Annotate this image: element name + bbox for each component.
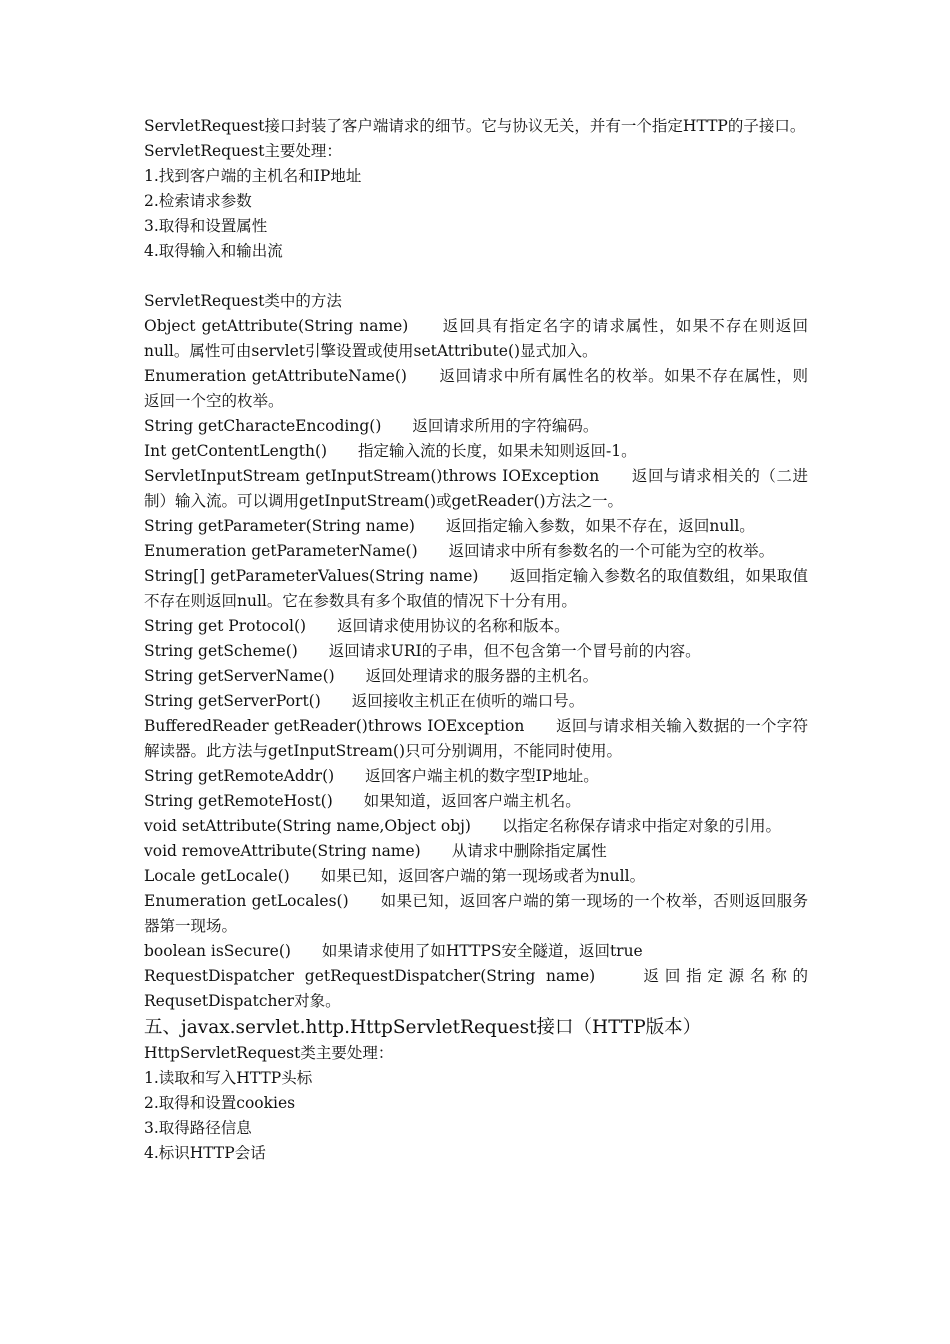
method-description: Enumeration getAttributeName() 返回请求中所有属性名的枚举。如果不存在属性，则返回一个空的枚举。 <box>144 367 808 410</box>
method-description: RequestDispatcher getRequestDispatcher(String name) 返回指定源名称的RequsetDispatcher对象。 <box>144 967 808 1010</box>
method-description: String getRemoteAddr() 返回客户端主机的数字型IP地址。 <box>144 767 599 785</box>
method-description: Enumeration getLocales() 如果已知，返回客户端的第一现场的一个枚举，否则返回服务器第一现场。 <box>144 892 808 935</box>
list-item: 3.取得路径信息 <box>144 1119 252 1137</box>
list-item: 2.取得和设置cookies <box>144 1094 296 1112</box>
list-item: 1.找到客户端的主机名和IP地址 <box>144 167 362 185</box>
method-description: BufferedReader getReader()throws IOException 返回与请求相关输入数据的一个字符解读器。此方法与getInputStream()只可分别调用，不能同时使用。 <box>144 717 808 760</box>
list-item: 2.检索请求参数 <box>144 192 252 210</box>
method-description: ServletInputStream getInputStream()throws IOException 返回与请求相关的（二进制）输入流。可以调用getInputStream()或getReader()方法之一。 <box>144 467 808 510</box>
method-description: Locale getLocale() 如果已知，返回客户端的第一现场或者为null。 <box>144 867 646 885</box>
method-description: String[] getParameterValues(String name) 返回指定输入参数名的取值数组，如果取值不存在则返回null。它在参数具有多个取值的情况下十分有用。 <box>144 567 808 610</box>
method-description: Object getAttribute(String name) 返回具有指定名字的请求属性，如果不存在则返回null。属性可由servlet引擎设置或使用setAttribute()显式加入。 <box>144 317 808 360</box>
list-item: 3.取得和设置属性 <box>144 217 268 235</box>
list-item: 4.取得输入和输出流 <box>144 242 283 260</box>
method-description: void removeAttribute(String name) 从请求中删除指定属性 <box>144 842 607 860</box>
method-description: String getScheme() 返回请求URI的子串，但不包含第一个冒号前的内容。 <box>144 642 701 660</box>
intro-paragraph: ServletRequest接口封装了客户端请求的细节。它与协议无关，并有一个指定HTTP的子接口。 <box>144 117 806 135</box>
method-description: Enumeration getParameterName() 返回请求中所有参数名的一个可能为空的枚举。 <box>144 542 775 560</box>
servletrequest-duties-heading: ServletRequest主要处理： <box>144 142 342 160</box>
blank-line <box>144 264 808 289</box>
list-item: 1.读取和写入HTTP头标 <box>144 1069 313 1087</box>
method-description: void setAttribute(String name,Object obj) 以指定名称保存请求中指定对象的引用。 <box>144 817 781 835</box>
method-description: boolean isSecure() 如果请求使用了如HTTPS安全隧道，返回true <box>144 942 643 960</box>
method-description: String get Protocol() 返回请求使用协议的名称和版本。 <box>144 617 570 635</box>
method-description: String getParameter(String name) 返回指定输入参数，如果不存在，返回null。 <box>144 517 755 535</box>
list-item: 4.标识HTTP会话 <box>144 1144 266 1162</box>
methods-heading: ServletRequest类中的方法 <box>144 292 342 310</box>
method-description: String getRemoteHost() 如果知道，返回客户端主机名。 <box>144 792 581 810</box>
method-description: String getCharacteEncoding() 返回请求所用的字符编码。 <box>144 417 599 435</box>
method-description: String getServerName() 返回处理请求的服务器的主机名。 <box>144 667 599 685</box>
httpservletrequest-duties-heading: HttpServletRequest类主要处理： <box>144 1044 394 1062</box>
method-description: String getServerPort() 返回接收主机正在侦听的端口号。 <box>144 692 585 710</box>
section-heading: 五、javax.servlet.http.HttpServletRequest接口（HTTP版本） <box>144 1017 702 1038</box>
document-page <box>144 114 808 1166</box>
method-description: Int getContentLength() 指定输入流的长度，如果未知则返回-1。 <box>144 442 637 460</box>
